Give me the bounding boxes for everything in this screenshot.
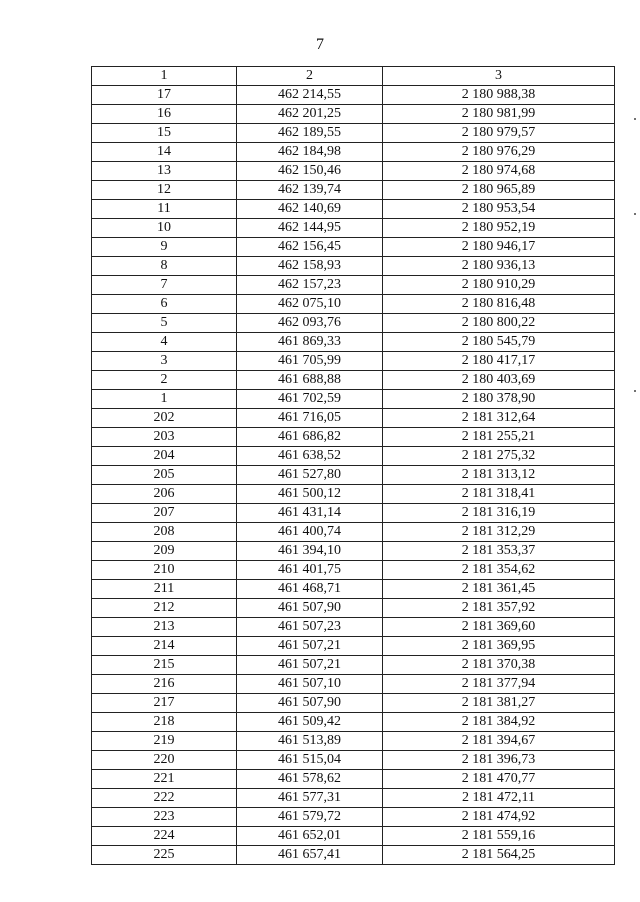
x-coordinate-cell: 461 515,04 [237,751,383,770]
table-row [92,599,615,618]
x-coordinate-cell: 462 156,45 [237,238,383,257]
x-coordinate-cell: 461 579,72 [237,808,383,827]
point-number-cell: 3 [92,352,237,371]
y-coordinate-cell: 2 181 474,92 [383,808,615,827]
y-coordinate-cell: 2 181 312,29 [383,523,615,542]
x-coordinate-cell: 461 500,12 [237,485,383,504]
x-coordinate-cell: 461 657,41 [237,846,383,865]
y-coordinate-cell: 2 181 377,94 [383,675,615,694]
y-coordinate-cell: 2 181 394,67 [383,732,615,751]
x-coordinate-cell: 462 214,55 [237,86,383,105]
point-number-cell: 204 [92,447,237,466]
x-coordinate-cell: 461 686,82 [237,428,383,447]
x-coordinate-cell: 462 075,10 [237,295,383,314]
table-row [92,390,615,409]
table-row [92,295,615,314]
point-number-cell: 219 [92,732,237,751]
point-number-cell: 217 [92,694,237,713]
table-row [92,504,615,523]
y-coordinate-cell: 2 181 470,77 [383,770,615,789]
point-number-cell: 216 [92,675,237,694]
y-coordinate-cell: 2 180 952,19 [383,219,615,238]
x-coordinate-cell: 462 157,23 [237,276,383,295]
coordinates-table [91,66,615,865]
x-coordinate-cell: 461 509,42 [237,713,383,732]
y-coordinate-cell: 2 181 316,19 [383,504,615,523]
y-coordinate-cell: 2 180 800,22 [383,314,615,333]
y-coordinate-cell: 2 181 381,27 [383,694,615,713]
table-row [92,713,615,732]
x-coordinate-cell: 462 144,95 [237,219,383,238]
point-number-cell: 17 [92,86,237,105]
table-row [92,542,615,561]
table-row [92,162,615,181]
y-coordinate-cell: 2 180 974,68 [383,162,615,181]
column-header-point: 1 [92,67,237,86]
table-row [92,466,615,485]
column-header-x: 2 [237,67,383,86]
point-number-cell: 6 [92,295,237,314]
y-coordinate-cell: 2 181 318,41 [383,485,615,504]
x-coordinate-cell: 461 652,01 [237,827,383,846]
table-row [92,580,615,599]
point-number-cell: 205 [92,466,237,485]
point-number-cell: 7 [92,276,237,295]
table-row [92,827,615,846]
table-row [92,523,615,542]
x-coordinate-cell: 461 507,23 [237,618,383,637]
x-coordinate-cell: 461 507,10 [237,675,383,694]
x-coordinate-cell: 462 140,69 [237,200,383,219]
x-coordinate-cell: 461 577,31 [237,789,383,808]
point-number-cell: 224 [92,827,237,846]
point-number-cell: 10 [92,219,237,238]
x-coordinate-cell: 462 201,25 [237,105,383,124]
point-number-cell: 16 [92,105,237,124]
y-coordinate-cell: 2 181 361,45 [383,580,615,599]
x-coordinate-cell: 462 189,55 [237,124,383,143]
point-number-cell: 211 [92,580,237,599]
y-coordinate-cell: 2 181 255,21 [383,428,615,447]
point-number-cell: 2 [92,371,237,390]
x-coordinate-cell: 461 527,80 [237,466,383,485]
table-row [92,181,615,200]
y-coordinate-cell: 2 180 816,48 [383,295,615,314]
x-coordinate-cell: 461 702,59 [237,390,383,409]
scan-speck [634,390,636,392]
y-coordinate-cell: 2 181 472,11 [383,789,615,808]
y-coordinate-cell: 2 180 981,99 [383,105,615,124]
table-row [92,105,615,124]
point-number-cell: 4 [92,333,237,352]
y-coordinate-cell: 2 180 545,79 [383,333,615,352]
table-row [92,485,615,504]
table-row [92,352,615,371]
point-number-cell: 14 [92,143,237,162]
point-number-cell: 221 [92,770,237,789]
y-coordinate-cell: 2 180 403,69 [383,371,615,390]
x-coordinate-cell: 461 394,10 [237,542,383,561]
point-number-cell: 215 [92,656,237,675]
x-coordinate-cell: 462 150,46 [237,162,383,181]
point-number-cell: 210 [92,561,237,580]
x-coordinate-cell: 462 158,93 [237,257,383,276]
point-number-cell: 13 [92,162,237,181]
point-number-cell: 225 [92,846,237,865]
table-row [92,238,615,257]
x-coordinate-cell: 461 507,90 [237,599,383,618]
table-row [92,447,615,466]
y-coordinate-cell: 2 181 369,95 [383,637,615,656]
scan-speck [634,118,636,120]
table-row [92,694,615,713]
point-number-cell: 220 [92,751,237,770]
table-row [92,200,615,219]
table-row [92,770,615,789]
table-row [92,561,615,580]
y-coordinate-cell: 2 180 976,29 [383,143,615,162]
x-coordinate-cell: 461 578,62 [237,770,383,789]
y-coordinate-cell: 2 181 275,32 [383,447,615,466]
x-coordinate-cell: 461 400,74 [237,523,383,542]
y-coordinate-cell: 2 181 312,64 [383,409,615,428]
point-number-cell: 9 [92,238,237,257]
x-coordinate-cell: 461 431,14 [237,504,383,523]
table-row [92,257,615,276]
scan-speck [634,213,636,215]
point-number-cell: 212 [92,599,237,618]
point-number-cell: 5 [92,314,237,333]
table-row [92,846,615,865]
table-row [92,314,615,333]
y-coordinate-cell: 2 180 953,54 [383,200,615,219]
y-coordinate-cell: 2 181 559,16 [383,827,615,846]
x-coordinate-cell: 461 507,21 [237,656,383,675]
x-coordinate-cell: 461 468,71 [237,580,383,599]
table-row [92,409,615,428]
point-number-cell: 12 [92,181,237,200]
x-coordinate-cell: 462 184,98 [237,143,383,162]
table-body [92,86,615,865]
x-coordinate-cell: 461 401,75 [237,561,383,580]
table-row [92,124,615,143]
point-number-cell: 207 [92,504,237,523]
y-coordinate-cell: 2 180 979,57 [383,124,615,143]
x-coordinate-cell: 461 507,90 [237,694,383,713]
table-row [92,371,615,390]
y-coordinate-cell: 2 181 313,12 [383,466,615,485]
y-coordinate-cell: 2 180 965,89 [383,181,615,200]
point-number-cell: 203 [92,428,237,447]
table-row [92,732,615,751]
y-coordinate-cell: 2 180 936,13 [383,257,615,276]
x-coordinate-cell: 461 705,99 [237,352,383,371]
table-row [92,656,615,675]
header-row [92,67,615,86]
y-coordinate-cell: 2 181 354,62 [383,561,615,580]
point-number-cell: 206 [92,485,237,504]
table-row [92,86,615,105]
y-coordinate-cell: 2 180 417,17 [383,352,615,371]
x-coordinate-cell: 462 093,76 [237,314,383,333]
y-coordinate-cell: 2 180 378,90 [383,390,615,409]
x-coordinate-cell: 461 688,88 [237,371,383,390]
page-number: 7 [316,36,324,53]
table-row [92,808,615,827]
table-row [92,333,615,352]
table-row [92,637,615,656]
y-coordinate-cell: 2 180 988,38 [383,86,615,105]
y-coordinate-cell: 2 181 369,60 [383,618,615,637]
point-number-cell: 208 [92,523,237,542]
point-number-cell: 213 [92,618,237,637]
x-coordinate-cell: 461 716,05 [237,409,383,428]
x-coordinate-cell: 461 513,89 [237,732,383,751]
point-number-cell: 214 [92,637,237,656]
y-coordinate-cell: 2 181 384,92 [383,713,615,732]
point-number-cell: 222 [92,789,237,808]
x-coordinate-cell: 462 139,74 [237,181,383,200]
point-number-cell: 1 [92,390,237,409]
table-row [92,618,615,637]
table-row [92,219,615,238]
table-row [92,789,615,808]
y-coordinate-cell: 2 181 564,25 [383,846,615,865]
point-number-cell: 11 [92,200,237,219]
x-coordinate-cell: 461 507,21 [237,637,383,656]
table-row [92,143,615,162]
point-number-cell: 218 [92,713,237,732]
y-coordinate-cell: 2 180 910,29 [383,276,615,295]
y-coordinate-cell: 2 181 370,38 [383,656,615,675]
table-row [92,428,615,447]
y-coordinate-cell: 2 181 396,73 [383,751,615,770]
table-row [92,675,615,694]
x-coordinate-cell: 461 869,33 [237,333,383,352]
point-number-cell: 209 [92,542,237,561]
column-header-y: 3 [383,67,615,86]
y-coordinate-cell: 2 180 946,17 [383,238,615,257]
point-number-cell: 8 [92,257,237,276]
y-coordinate-cell: 2 181 357,92 [383,599,615,618]
table-row [92,276,615,295]
table-row [92,751,615,770]
x-coordinate-cell: 461 638,52 [237,447,383,466]
point-number-cell: 223 [92,808,237,827]
point-number-cell: 15 [92,124,237,143]
y-coordinate-cell: 2 181 353,37 [383,542,615,561]
point-number-cell: 202 [92,409,237,428]
